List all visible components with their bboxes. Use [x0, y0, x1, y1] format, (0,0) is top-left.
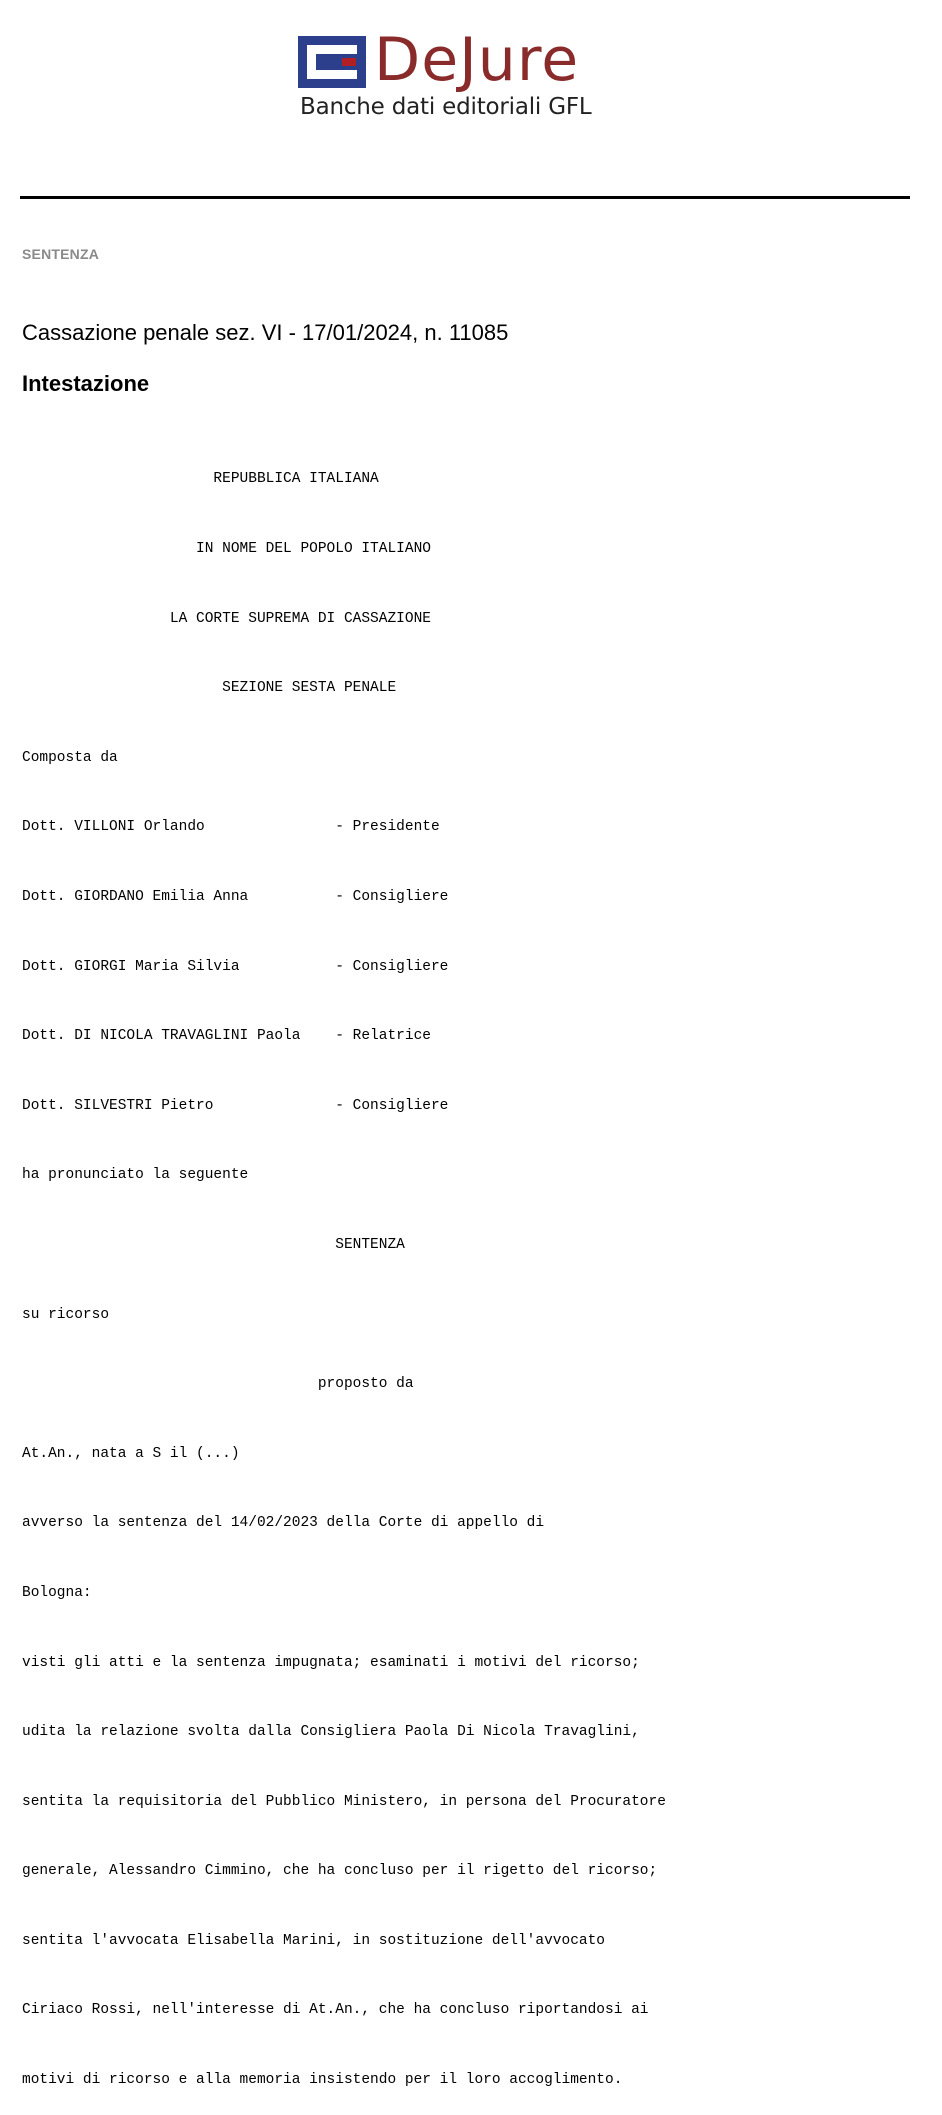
text-line: Dott. GIORGI Maria Silvia - Consigliere [22, 958, 449, 975]
judgment-text [22, 422, 666, 2115]
dejure-logo [298, 25, 638, 130]
text-line: Dott. GIORDANO Emilia Anna - Consigliere [22, 888, 449, 905]
text-line: Composta da [22, 749, 118, 766]
text-line: proposto da [22, 1376, 414, 1393]
logo-tagline: Banche dati editoriali GFL [300, 94, 592, 120]
text-line: sentita l'avvocata Elisabella Marini, in sostituzione dell'avvocato [22, 1932, 605, 1949]
text-line: motivi di ricorso e alla memoria insistendo per il loro accoglimento. [22, 2072, 623, 2089]
text-line: avverso la sentenza del 14/02/2023 della Corte di appello di [22, 1515, 545, 1532]
text-line: Dott. DI NICOLA TRAVAGLINI Paola - Relatrice [22, 1028, 431, 1045]
text-line: SENTENZA [22, 1236, 405, 1253]
text-line: Dott. SILVESTRI Pietro - Consigliere [22, 1097, 449, 1114]
section-heading: Intestazione [22, 371, 150, 396]
text-line: sentita la requisitoria del Pubblico Ministero, in persona del Procuratore [22, 1793, 666, 1810]
text-line: generale, Alessandro Cimmino, che ha concluso per il rigetto del ricorso; [22, 1863, 658, 1880]
text-line: su ricorso [22, 1306, 110, 1323]
text-line: Dott. VILLONI Orlando - Presidente [22, 819, 440, 836]
text-line: REPUBBLICA ITALIANA [22, 471, 379, 488]
text-line: visti gli atti e la sentenza impugnata; esaminati i motivi del ricorso; [22, 1654, 640, 1671]
text-line: At.An., nata a S il (...) [22, 1445, 240, 1462]
document-title: Cassazione penale sez. VI - 17/01/2024, n. 11085 [22, 320, 509, 345]
text-line: udita la relazione svolta dalla Consigliera Paola Di Nicola Travaglini, [22, 1724, 640, 1741]
text-line: LA CORTE SUPREMA DI CASSAZIONE [22, 610, 431, 627]
text-line: Ciriaco Rossi, nell'interesse di At.An., che ha concluso riportandosi ai [22, 2002, 649, 2019]
text-line: ha pronunciato la seguente [22, 1167, 249, 1184]
logo-wordmark: DeJure [374, 25, 580, 95]
document-type-label: SENTENZA [22, 246, 100, 262]
text-line: SEZIONE SESTA PENALE [22, 680, 397, 697]
dejure-logo-mark-icon [298, 36, 366, 88]
text-line: Bologna: [22, 1584, 92, 1601]
text-line: IN NOME DEL POPOLO ITALIANO [22, 541, 431, 557]
header-divider [20, 196, 910, 199]
